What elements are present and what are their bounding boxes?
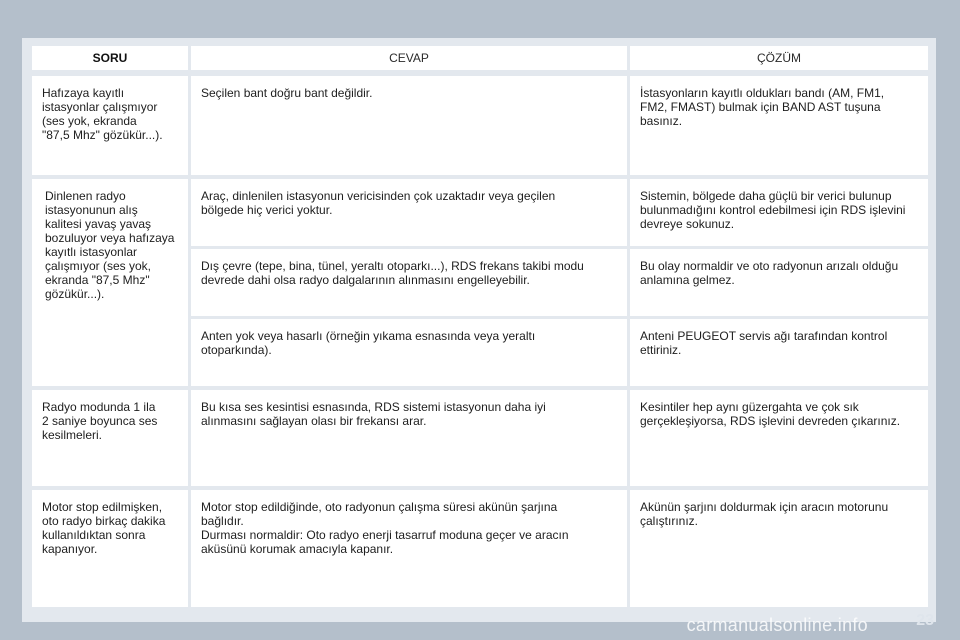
answer-cell: Dış çevre (tepe, bina, tünel, yeraltı otoparkı...), RDS frekans takibi modu devrede dahi olsa radyo dalgalarının alınmasını engelleyebilir. xyxy=(191,249,627,316)
header-cozum: ÇÖZÜM xyxy=(630,46,928,70)
faq-table xyxy=(22,38,936,622)
question-cell: Dinlenen radyo istasyonunun alış kalitesi yavaş yavaş bozuluyor veya hafızaya kayıtlı istasyonlar çalışmıyor (ses yok, ekranda "87,5 Mhz" gözükür...). xyxy=(32,179,188,386)
answer-cell: Motor stop edildiğinde, oto radyonun çalışma süresi akünün şarjına bağlıdır. Durması normaldir: Oto radyo enerji tasarruf moduna geçer ve aracın aküsünü korumak amacıyla kapanır. xyxy=(191,490,627,607)
solution-cell: Kesintiler hep aynı güzergahta ve çok sık gerçekleşiyorsa, RDS işlevini devreden çıkarınız. xyxy=(630,390,928,486)
solution-cell: Akünün şarjını doldurmak için aracın motorunu çalıştırınız. xyxy=(630,490,928,607)
question-cell: Motor stop edilmişken, oto radyo birkaç dakika kullanıldıktan sonra kapanıyor. xyxy=(32,490,188,607)
solution-cell: Bu olay normaldir ve oto radyonun arızalı olduğu anlamına gelmez. xyxy=(630,249,928,316)
answer-cell: Araç, dinlenilen istasyonun vericisinden çok uzaktadır veya geçilen bölgede hiç verici yoktur. xyxy=(191,179,627,246)
header-cevap: CEVAP xyxy=(191,46,627,70)
header-soru: SORU xyxy=(32,46,188,70)
answer-cell: Seçilen bant doğru bant değildir. xyxy=(191,76,627,175)
page-number: 23 xyxy=(916,612,934,629)
answer-cell: Anten yok veya hasarlı (örneğin yıkama esnasında veya yeraltı otoparkında). xyxy=(191,319,627,386)
answer-cell: Bu kısa ses kesintisi esnasında, RDS sistemi istasyonun daha iyi alınmasını sağlayan olası bir frekansı arar. xyxy=(191,390,627,486)
question-cell: Radyo modunda 1 ila 2 saniye boyunca ses kesilmeleri. xyxy=(32,390,188,486)
solution-cell: İstasyonların kayıtlı oldukları bandı (AM, FM1, FM2, FMAST) bulmak için BAND AST tuşuna basınız. xyxy=(630,76,928,175)
solution-cell: Sistemin, bölgede daha güçlü bir verici bulunup bulunmadığını kontrol edebilmesi için RDS işlevini devreye sokunuz. xyxy=(630,179,928,246)
watermark: carmanualsonline.info xyxy=(686,615,868,635)
question-cell: Hafızaya kayıtlı istasyonlar çalışmıyor (ses yok, ekranda "87,5 Mhz" gözükür...). xyxy=(32,76,188,175)
solution-cell: Anteni PEUGEOT servis ağı tarafından kontrol ettiriniz. xyxy=(630,319,928,386)
